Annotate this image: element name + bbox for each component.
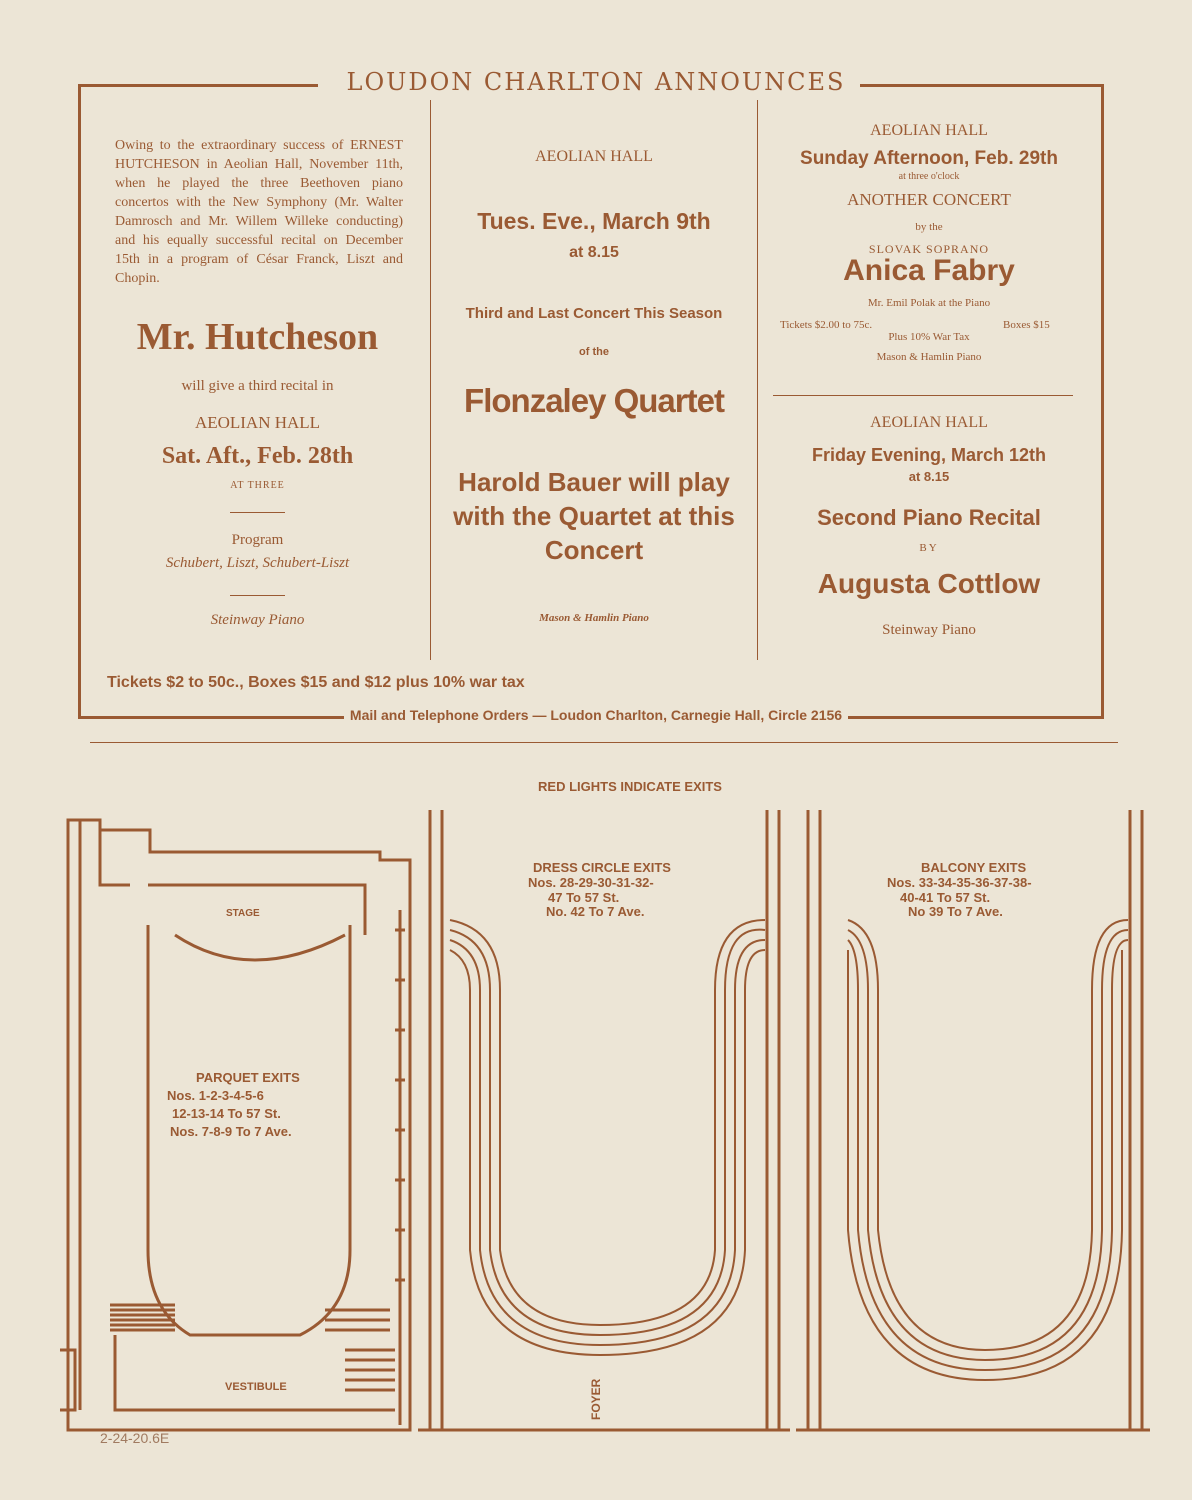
dress-exits-title: DRESS CIRCLE EXITS (533, 860, 671, 875)
right-bottom-piano: Steinway Piano (882, 622, 976, 638)
left-venue: AEOLIAN HALL (194, 413, 321, 432)
parquet-exits-title: PARQUET EXITS (196, 1070, 300, 1085)
page-separator (90, 742, 1118, 743)
foyer-label: FOYER (589, 1378, 603, 1420)
left-program: Schubert, Liszt, Schubert-Liszt (165, 555, 350, 571)
box-top-right (860, 84, 1101, 87)
right-bottom-name: Augusta Cottlow (817, 568, 1041, 599)
middle-piano: Mason & Hamlin Piano (539, 612, 649, 624)
right-top-piano: Mason & Hamlin Piano (876, 351, 982, 363)
middle-line2: of the (579, 346, 609, 358)
vestibule-label: VESTIBULE (225, 1381, 287, 1393)
right-bottom-venue: AEOLIAN HALL (870, 414, 988, 431)
right-top-accomp: Mr. Emil Polak at the Piano (867, 297, 991, 309)
balcony-exits-line2: 40-41 To 57 St. (900, 890, 991, 905)
right-top-another: ANOTHER CONCERT (847, 190, 1011, 209)
right-top-name: Anica Fabry (843, 254, 1015, 287)
dress-exits-line2: 47 To 57 St. (548, 890, 620, 905)
right-top-soprano: SLOVAK SOPRANO (868, 242, 990, 256)
floorplan-diagram (0, 790, 1192, 1470)
middle-venue: AEOLIAN HALL (535, 148, 653, 165)
balcony-exits-line3: No 39 To 7 Ave. (908, 904, 1003, 919)
right-bottom-by: BY (919, 542, 939, 554)
parquet-exits-line3: Nos. 7-8-9 To 7 Ave. (170, 1124, 292, 1139)
left-piano: Steinway Piano (210, 612, 305, 628)
dress-exits-line1: Nos. 28-29-30-31-32- (528, 875, 654, 890)
header-title: LOUDON CHARLTON ANNOUNCES (346, 68, 846, 96)
right-bottom-date: Friday Evening, March 12th (811, 445, 1047, 465)
middle-time: at 8.15 (569, 244, 619, 261)
dress-circle-rows (450, 920, 765, 1355)
box-top-left (78, 84, 318, 87)
middle-name: Flonzaley Quartet (464, 382, 724, 419)
right-bottom-title: Second Piano Recital (817, 505, 1041, 530)
balcony-exits-line1: Nos. 33-34-35-36-37-38- (887, 875, 1032, 890)
left-time: AT THREE (230, 480, 285, 491)
footer-mail (0, 707, 1192, 723)
left-rule-2 (230, 595, 285, 596)
right-top-date: Sunday Afternoon, Feb. 29th (800, 148, 1058, 169)
parquet-exits-line2: 12-13-14 To 57 St. (172, 1106, 281, 1121)
handwritten-annotation: 2-24-20.6E (100, 1430, 170, 1446)
right-top-tickets: Tickets $2.00 to 75c. (780, 319, 873, 331)
dress-exits-line3: No. 42 To 7 Ave. (546, 904, 645, 919)
left-intro: Owing to the extraordinary success of ERNEST HUTCHESON in Aeolian Hall, November 11th, when he played the three Beethoven piano concertos with the New Symphony (Mr. Walter Damrosch and Mr. Willem Willeke conducting) and his equally successful recital on December 15th in a program of César Franck, Liszt and Chopin. (115, 138, 403, 286)
parquet-exits-line1: Nos. 1-2-3-4-5-6 (167, 1088, 264, 1103)
floorplan-heading: RED LIGHTS INDICATE EXITS (538, 779, 722, 794)
left-date: Sat. Aft., Feb. 28th (161, 443, 354, 469)
middle-line1: Third and Last Concert This Season (465, 305, 723, 322)
left-sub: will give a third recital in (181, 378, 334, 394)
middle-guest: Harold Bauer will play with the Quartet at this Concert (453, 467, 735, 565)
balcony-rows (848, 920, 1128, 1380)
divider-left (430, 100, 431, 660)
right-divider (773, 395, 1073, 396)
footer-mail-text: Mail and Telephone Orders — Loudon Charlton, Carnegie Hall, Circle 2156 (344, 707, 848, 723)
balcony-exits-title: BALCONY EXITS (921, 860, 1027, 875)
middle-date: Tues. Eve., March 9th (477, 208, 711, 234)
right-top-boxes: Boxes $15 (1003, 319, 1050, 331)
footer-tickets: Tickets $2 to 50c., Boxes $15 and $12 plus 10% war tax (107, 674, 525, 691)
left-name: Mr. Hutcheson (136, 316, 379, 358)
right-bottom-time: at 8.15 (908, 469, 950, 484)
right-top-time: at three o'clock (898, 171, 960, 182)
stage-label: STAGE (226, 908, 260, 919)
divider-right (757, 100, 758, 660)
right-top-tax: Plus 10% War Tax (888, 331, 970, 343)
left-rule-1 (230, 512, 285, 513)
right-top-by: by the (915, 221, 943, 233)
right-top-venue: AEOLIAN HALL (870, 122, 988, 139)
left-program-label: Program (231, 532, 284, 548)
